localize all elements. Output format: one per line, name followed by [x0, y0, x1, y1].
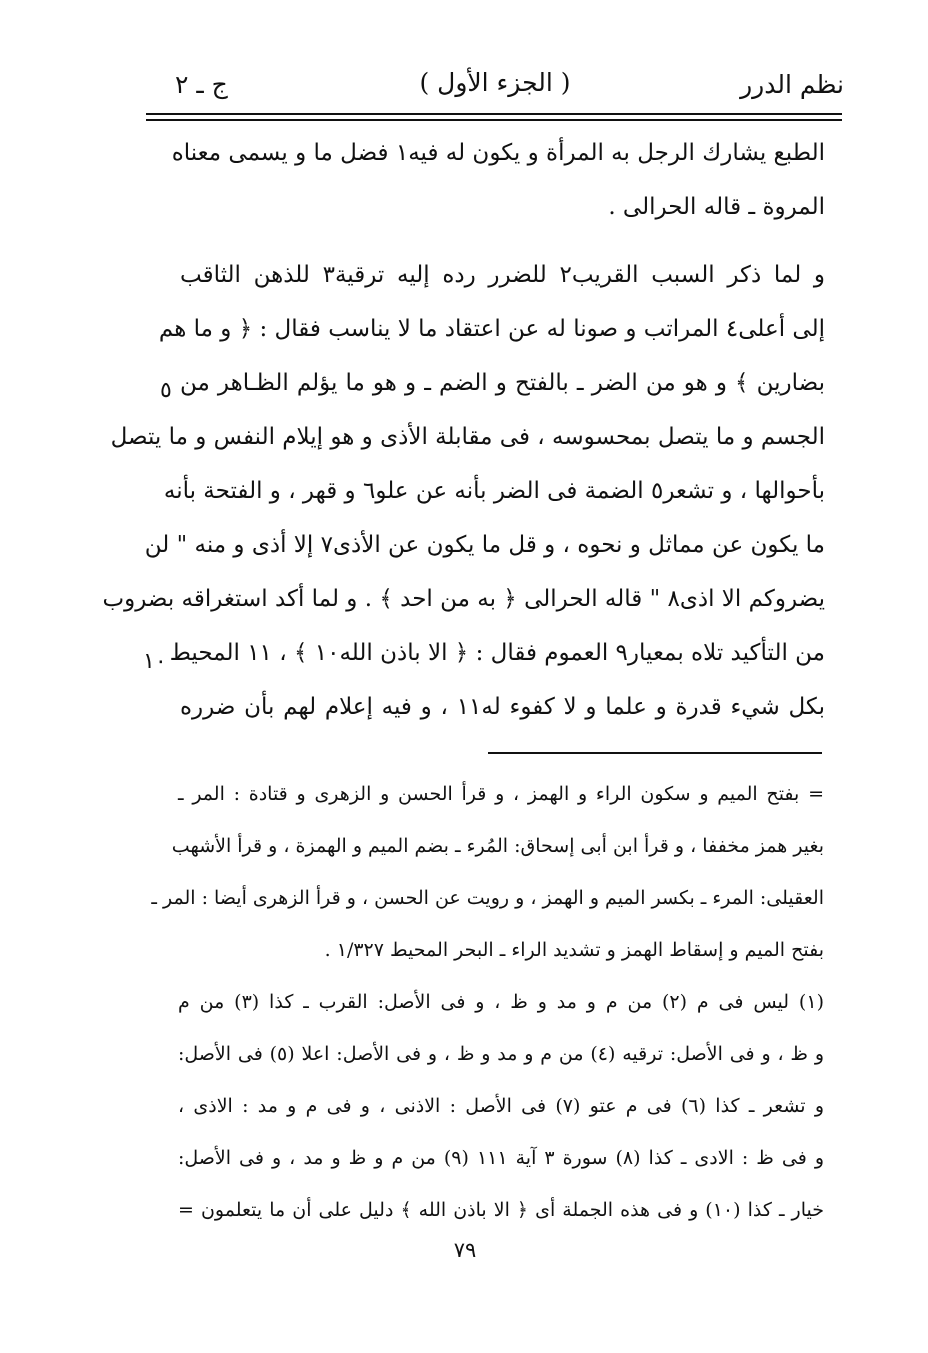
footnote-line: العقيلى: المرء ـ بكسر الميم و الهمز ، و رويت عن الحسن ، و قرأ الزهرى أيضا : المر ـ	[151, 887, 824, 909]
text-line: ما يكون عن مماثل و نحوه ، و قل ما يكون عن الأذى٧ إلا أذى و منه " لن	[144, 532, 825, 558]
text-line: الطبع يشارك الرجل به المرأة و يكون له فيه١ فضل ما و يسمى معناه	[171, 140, 825, 166]
line-number-5: ٥	[160, 378, 172, 403]
text-line: بضارين ﴾ و هو من الضر ـ بالفتح و الضم ـ و هو ما يؤلم الظـاهر من	[180, 370, 825, 396]
page-number: ٧٩	[453, 1238, 477, 1262]
footnote-line: و ظ ، و فى الأصل: ترقيه (٤) من م و مد و ظ ، و فى الأصل: اعلا (٥) فى الأصل:	[178, 1043, 825, 1065]
footnote-line: بفتح الميم و إسقاط الهمز و تشديد الراء ـ البحر المحيط ١/٣٢٧ .	[324, 939, 824, 961]
running-title-volume: ( الجزء الأول )	[419, 68, 571, 97]
line-number-10: ١٠	[143, 649, 167, 674]
text-line: بأحوالها ، و تشعر٥ الضمة فى الضر بأنه عن علو٦ و قهر ، و الفتحة بأنه	[163, 478, 825, 504]
header-rule-top	[146, 113, 842, 115]
footnote-line: و تشعر ـ كذا (٦) فى م عتو (٧) فى الأصل : الاذنى ، و فى م و مد : الاذى ،	[178, 1095, 824, 1117]
footnote-line: خيار ـ كذا (١٠) و فى هذه الجملة أى ﴿ الا باذن الله ﴾ دليل على أن ما يتعلمون =	[178, 1199, 824, 1221]
text-line: المروة ـ قاله الحرالى .	[608, 194, 825, 220]
text-line: بكل شيء قدرة و علما و لا كفوء له١١ ، و فيه إعلام لهم بأن ضرره	[180, 694, 825, 720]
footnote-line: (١) ليس فى م (٢) من م و مد و ظ ، و فى الأصل: القرب ـ كذا (٣) من م	[178, 991, 824, 1013]
footnote-line: و فى ظ : الادى ـ كذا (٨) سورة ٣ آية ١١١ (٩) من م و ظ و مد ، و فى الأصل:	[178, 1147, 824, 1169]
running-title-part: ج ـ ٢	[175, 70, 228, 99]
running-title-book: نظم الدرر	[740, 70, 844, 99]
main-text	[102, 126, 825, 734]
footnote-line: = بفتح الميم و سكون الراء و الهمز ، و قرأ الحسن و الزهرى و قتادة : المر ـ	[178, 783, 824, 805]
text-line: من التأكيد تلاه بمعيار٩ العموم فقال : ﴿ الا باذن الله١٠ ﴾ ، ١١ المحيط	[169, 640, 825, 666]
text-line: و لما ذكر السبب القريب٢ للضرر رده إليه ترقية٣ للذهن الثاقب	[180, 262, 825, 288]
text-line: الجسم و ما يتصل بمحسوسه ، فى مقابلة الأذى و هو إيلام النفس و ما يتصل	[110, 424, 825, 450]
text-line: يضروكم الا اذى٨ " قاله الحرالى ﴿ به من احد ﴾ . و لما أكد استغراقه بضروب	[102, 586, 825, 612]
footnote-line: بغير همز مخففا ، و قرأ ابن أبى إسحاق: المُرء ـ بضم الميم و الهمزة ، و قرأ الأشهب	[171, 835, 824, 857]
footnotes	[151, 768, 825, 1236]
footnote-separator	[488, 752, 822, 754]
text-line: إلى أعلى٤ المراتب و صونا له عن اعتقاد ما لا يناسب فقال : ﴿ و ما هم	[158, 316, 825, 342]
header-rule-bottom	[146, 119, 842, 121]
